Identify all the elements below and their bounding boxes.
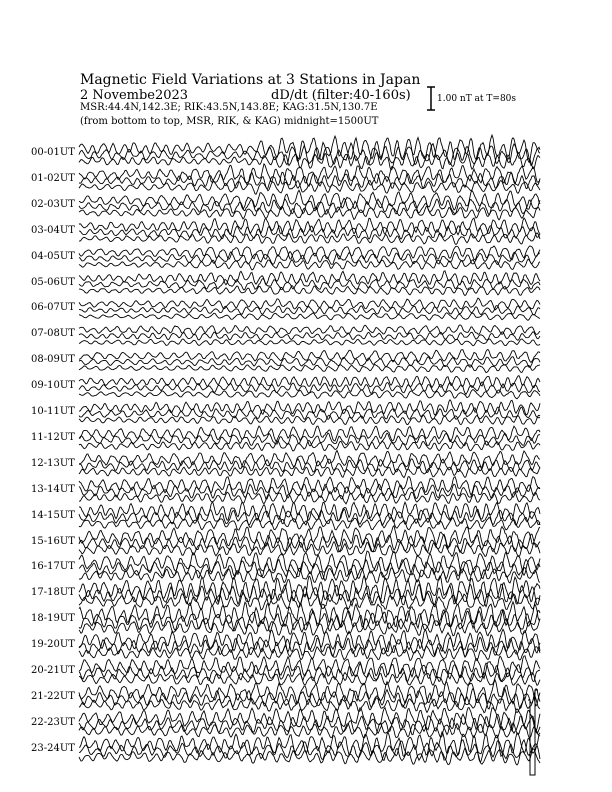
trace-msr bbox=[79, 206, 540, 220]
hour-label: 18-19UT bbox=[31, 613, 75, 625]
trace-msr bbox=[79, 390, 540, 399]
trace-group bbox=[79, 135, 540, 775]
hour-label: 23-24UT bbox=[31, 742, 75, 754]
chart-title: Magnetic Field Variations at 3 Stations in Japan bbox=[80, 72, 421, 88]
trace-rik bbox=[79, 332, 540, 341]
hour-label: 19-20UT bbox=[31, 639, 75, 651]
trace-kag bbox=[79, 376, 540, 388]
trace-msr bbox=[79, 365, 540, 373]
trace-msr bbox=[79, 723, 540, 738]
trace-kag bbox=[79, 246, 540, 260]
trace-msr bbox=[79, 313, 540, 321]
scale-bar bbox=[427, 87, 435, 110]
hour-label: 21-22UT bbox=[31, 690, 75, 702]
trace-kag bbox=[79, 190, 540, 210]
trace-kag bbox=[79, 551, 540, 575]
hour-label: 08-09UT bbox=[31, 354, 75, 366]
station-order-note: (from bottom to top, MSR, RIK, & KAG) midnight=1500UT bbox=[80, 116, 379, 127]
trace-msr bbox=[79, 415, 540, 425]
trace-kag bbox=[79, 426, 540, 441]
hour-label: 00-01UT bbox=[31, 147, 75, 158]
trace-msr bbox=[79, 542, 540, 557]
hour-label: 01-02UT bbox=[31, 172, 75, 184]
trace-msr bbox=[79, 339, 540, 346]
hour-label: 07-08UT bbox=[31, 328, 75, 340]
trace-kag bbox=[79, 298, 540, 310]
hour-label: 03-04UT bbox=[31, 224, 75, 236]
hour-label: 13-14UT bbox=[31, 483, 75, 495]
hour-label: 02-03UT bbox=[31, 198, 75, 210]
hour-label: 04-05UT bbox=[31, 250, 75, 262]
hour-label: 14-15UT bbox=[31, 509, 75, 521]
trace-kag bbox=[79, 325, 540, 335]
date-label: 2 Novembe2023 bbox=[80, 88, 189, 103]
hour-label: 05-06UT bbox=[31, 276, 75, 288]
trace-kag bbox=[79, 502, 540, 520]
hour-label: 16-17UT bbox=[31, 561, 75, 573]
hour-label: 11-12UT bbox=[31, 431, 75, 443]
hour-label: 20-21UT bbox=[31, 665, 75, 676]
hour-label: 09-10UT bbox=[31, 380, 75, 392]
hour-label: 10-11UT bbox=[31, 406, 75, 417]
hour-label: 15-16UT bbox=[31, 535, 75, 547]
trace-rik bbox=[79, 172, 540, 188]
hour-label: 12-13UT bbox=[31, 457, 75, 469]
trace-rik bbox=[79, 688, 540, 709]
trace-rik bbox=[79, 252, 540, 265]
hour-label: 17-18UT bbox=[31, 587, 75, 599]
hour-label: 06-07UT bbox=[31, 302, 75, 314]
trace-msr bbox=[79, 153, 540, 170]
trace-rik bbox=[79, 143, 540, 165]
trace-msr bbox=[79, 592, 540, 610]
trace-rik bbox=[79, 198, 540, 214]
station-coordinates: MSR:44.4N,142.3E; RIK:43.5N,143.8E; KAG:31.5N,130.7E bbox=[80, 102, 378, 113]
hour-label: 22-23UT bbox=[31, 716, 75, 728]
trace-msr bbox=[79, 233, 540, 245]
trace-kag bbox=[79, 349, 540, 362]
filter-label: dD/dt (filter:40-160s) bbox=[271, 88, 411, 103]
trace-kag bbox=[79, 526, 540, 549]
scale-bar-label: 1.00 nT at T=80s bbox=[437, 94, 517, 104]
